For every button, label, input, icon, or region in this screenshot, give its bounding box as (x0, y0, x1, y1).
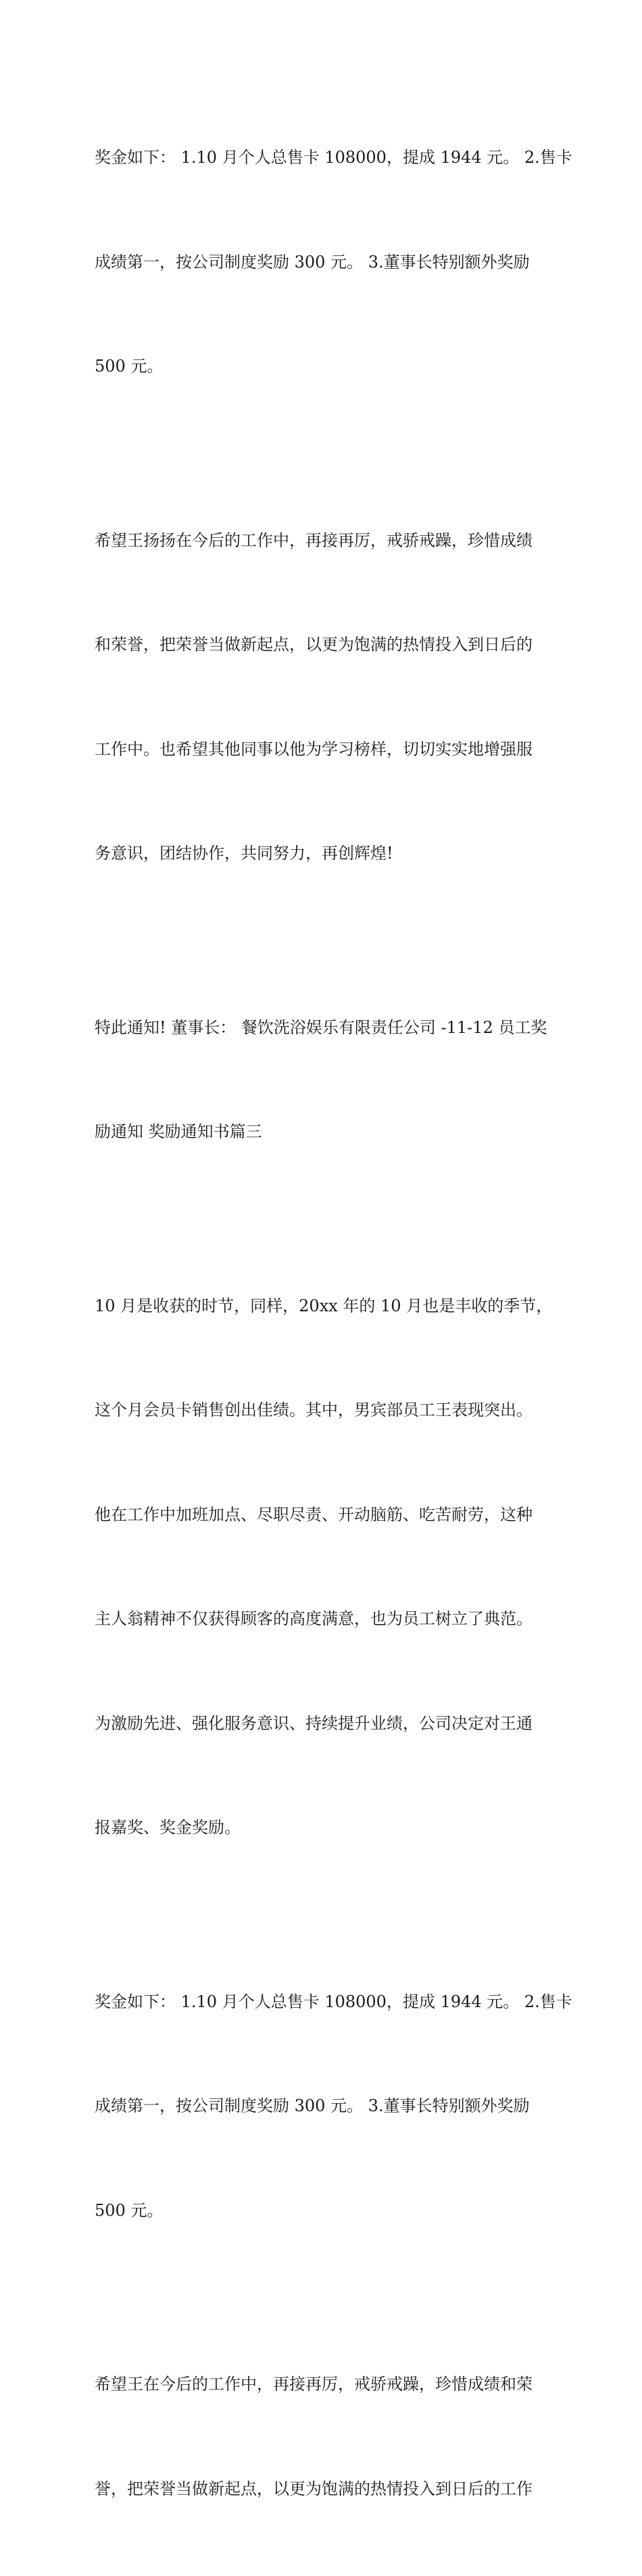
text-line: 为激励先进、强化服务意识、持续提升业绩，公司决定对王通 (95, 1713, 533, 1733)
text-line: 务意识，团结协作，共同努力，再创辉煌! (95, 844, 393, 863)
text-line: 希望王在今后的工作中，再接再厉，戒骄戒躁，珍惜成绩和荣 (95, 2375, 533, 2394)
paragraph-bonus (95, 71, 572, 454)
text-line: 奖金如下： 1.10 月个人总售卡 108000，提成 1944 元。 2.售卡 (95, 148, 572, 167)
text-line: 主人翁精神不仅获得顾客的高度满意，也为员工树立了典范。 (95, 1609, 533, 1628)
text-line: 成绩第一，按公司制度奖励 300 元。 3.董事长特别额外奖励 (95, 2096, 530, 2115)
document-body (95, 71, 572, 2576)
text-line: 他在工作中加班加点、尽职尽责、开动脑筋、吃苦耐劳，这种 (95, 1505, 533, 1524)
text-line: 希望王扬扬在今后的工作中，再接再厉，戒骄戒躁，珍惜成绩 (95, 530, 533, 550)
text-line: 励通知 奖励通知书篇三 (95, 1122, 262, 1141)
paragraph-hope (95, 2298, 554, 2576)
text-line: 誉，把荣誉当做新起点，以更为饱满的热情投入到日后的工作 (95, 2479, 533, 2498)
text-line: 成绩第一，按公司制度奖励 300 元。 3.董事长特别额外奖励 (95, 252, 530, 272)
text-line: 这个月会员卡销售创出佳绩。其中，男宾部员工王表现突出。 (95, 1400, 533, 1419)
text-line: 10 月是收获的时节，同样，20xx 年的 10 月也是丰收的季节， (95, 1296, 553, 1315)
paragraph-october (95, 1219, 554, 1915)
text-line: 工作中。也希望其他同事以他为学习榜样，切切实实地增强服 (95, 739, 533, 759)
paragraph-notice (95, 941, 554, 1219)
text-line: 特此通知! 董事长： 餐饮洗浴娱乐有限责任公司 -11-12 员工奖 (95, 1017, 547, 1037)
text-line: 500 元。 (95, 357, 164, 376)
paragraph-hope (95, 454, 554, 941)
text-line: 500 元。 (95, 2200, 164, 2220)
text-line: 和荣誉，把荣誉当做新起点，以更为饱满的热情投入到日后的 (95, 635, 533, 654)
text-line: 报嘉奖、奖金奖励。 (95, 1818, 241, 1837)
paragraph-bonus (95, 1915, 572, 2298)
text-line: 奖金如下： 1.10 月个人总售卡 108000，提成 1944 元。 2.售卡 (95, 1992, 572, 2011)
